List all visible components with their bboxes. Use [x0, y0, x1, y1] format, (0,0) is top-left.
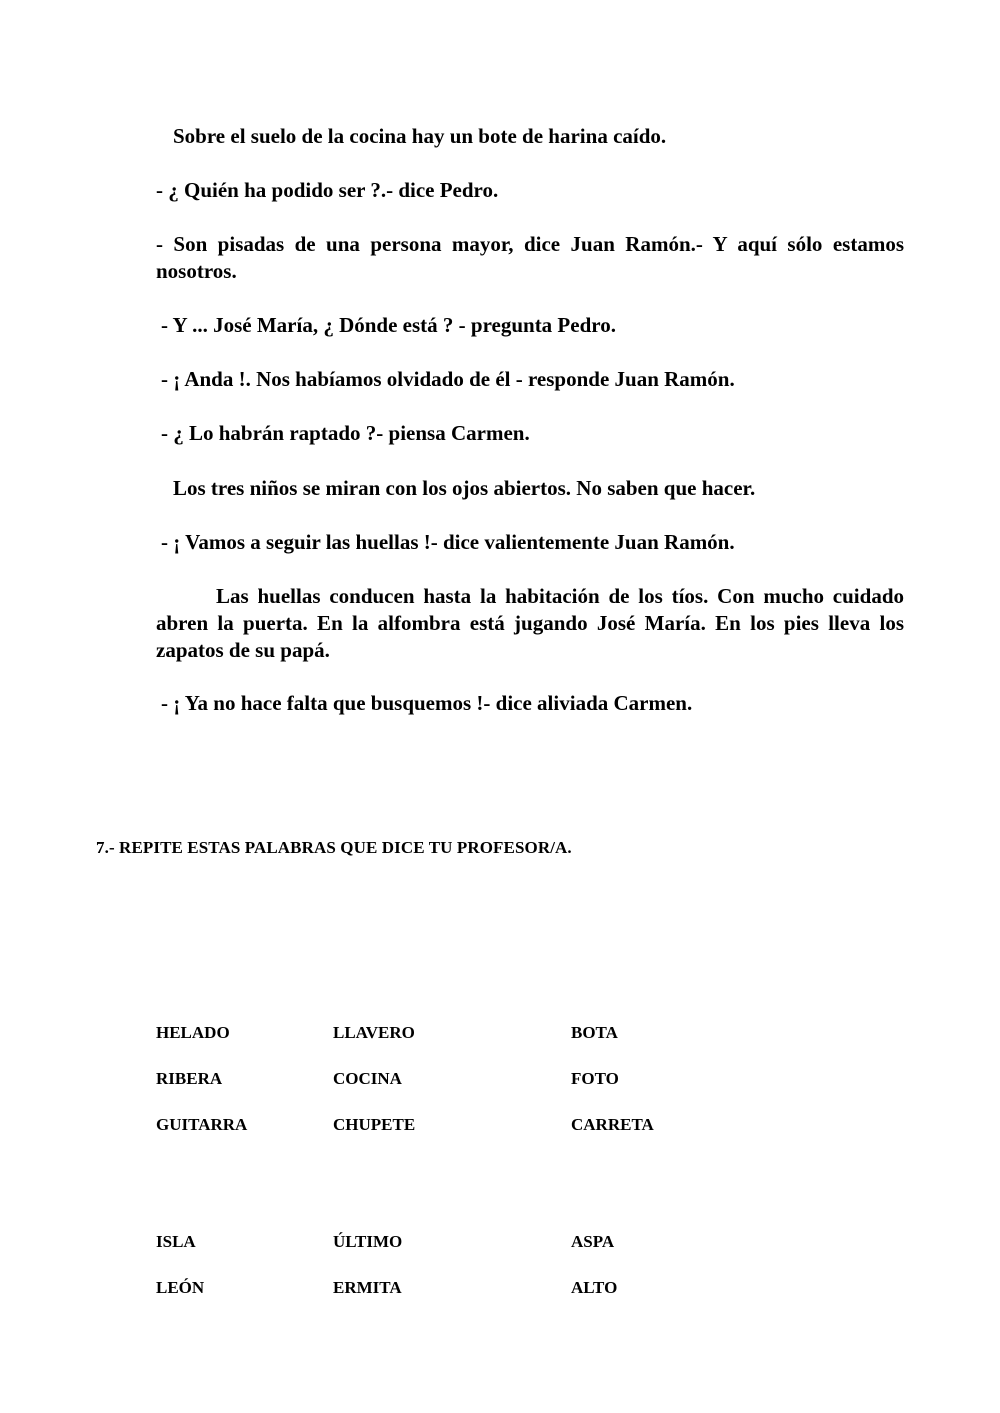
story-paragraph: - ¡ Vamos a seguir las huellas !- dice valientemente Juan Ramón.: [161, 530, 735, 554]
word-item: HELADO: [156, 1023, 230, 1042]
word-item: LEÓN: [156, 1278, 205, 1297]
word-item: ALTO: [571, 1278, 618, 1297]
word-item: ÚLTIMO: [333, 1232, 403, 1251]
word-item: FOTO: [571, 1069, 619, 1088]
story-paragraph: - Son pisadas de una persona mayor, dice Juan Ramón.- Y aquí sólo estamos nosotros.: [156, 232, 904, 283]
exercise-heading: 7.- REPITE ESTAS PALABRAS QUE DICE TU PROFESOR/A.: [96, 838, 572, 857]
word-item: ASPA: [571, 1232, 615, 1251]
word-item: ISLA: [156, 1232, 196, 1251]
word-item: ERMITA: [333, 1278, 402, 1297]
story-paragraph: Sobre el suelo de la cocina hay un bote de harina caído.: [173, 124, 667, 148]
story-paragraph: - ¿ Lo habrán raptado ?- piensa Carmen.: [161, 421, 530, 445]
word-item: RIBERA: [156, 1069, 223, 1088]
story-paragraph: Los tres niños se miran con los ojos abiertos. No saben que hacer.: [173, 476, 756, 500]
word-item: CARRETA: [571, 1115, 654, 1134]
story-paragraph: - ¡ Ya no hace falta que busquemos !- dice aliviada Carmen.: [161, 691, 693, 715]
word-item: BOTA: [571, 1023, 618, 1042]
story-paragraph: Las huellas conducen hasta la habitación de los tíos. Con mucho cuidado abren la puerta. En la alfombra está jugando José María. En los pies lleva los zapatos de su papá.: [156, 584, 904, 662]
word-item: GUITARRA: [156, 1115, 248, 1134]
word-item: CHUPETE: [333, 1115, 416, 1134]
word-item: LLAVERO: [333, 1023, 415, 1042]
word-item: COCINA: [333, 1069, 402, 1088]
story-paragraph: - ¡ Anda !. Nos habíamos olvidado de él - responde Juan Ramón.: [161, 367, 735, 391]
story-paragraph: - ¿ Quién ha podido ser ?.- dice Pedro.: [156, 178, 499, 202]
story-paragraph: - Y ... José María, ¿ Dónde está ? - pregunta Pedro.: [161, 313, 616, 337]
